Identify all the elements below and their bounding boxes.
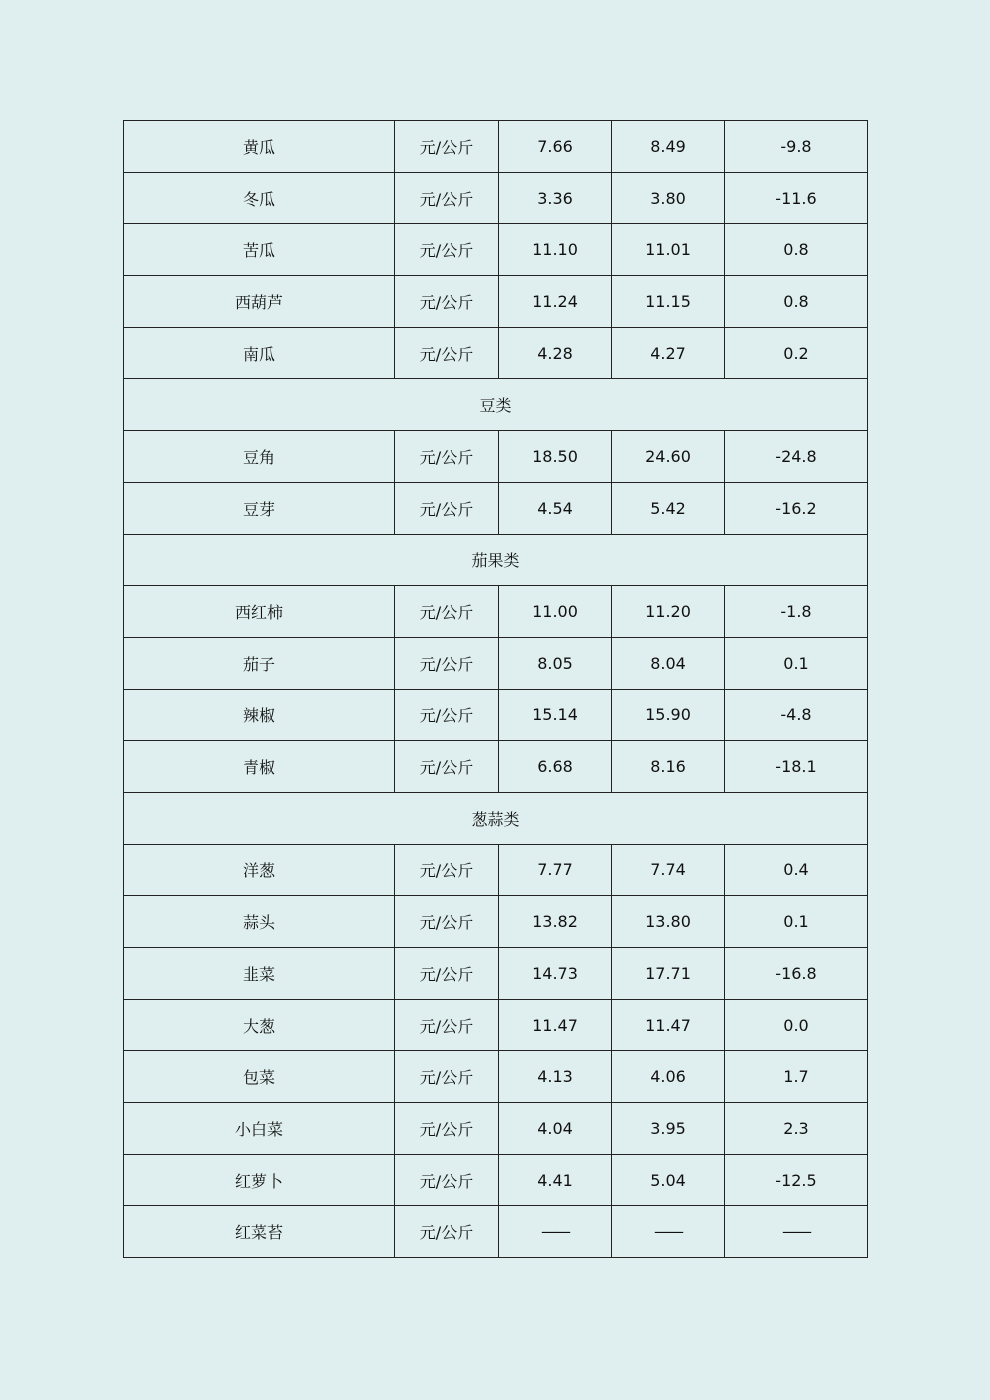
table-row <box>124 637 868 689</box>
previous-price: 17.71 <box>612 948 725 1000</box>
change-percent: 2.3 <box>725 1103 868 1155</box>
unit-cell: 元/公斤 <box>395 1051 499 1103</box>
table-row <box>124 1103 868 1155</box>
item-name: 韭菜 <box>124 948 395 1000</box>
unit-cell: 元/公斤 <box>395 431 499 483</box>
item-name: 黄瓜 <box>124 121 395 173</box>
change-percent: -4.8 <box>725 689 868 741</box>
change-percent: -24.8 <box>725 431 868 483</box>
current-price: 4.28 <box>499 327 612 379</box>
unit-cell: 元/公斤 <box>395 276 499 328</box>
category-label: 豆类 <box>124 379 868 431</box>
current-price: 18.50 <box>499 431 612 483</box>
item-name: 小白菜 <box>124 1103 395 1155</box>
table-row <box>124 586 868 638</box>
item-name: 蒜头 <box>124 896 395 948</box>
previous-price: 3.80 <box>612 172 725 224</box>
change-percent: 0.1 <box>725 896 868 948</box>
unit-cell: 元/公斤 <box>395 896 499 948</box>
unit-cell: 元/公斤 <box>395 121 499 173</box>
table-row <box>124 276 868 328</box>
previous-price: 5.42 <box>612 482 725 534</box>
item-name: 辣椒 <box>124 689 395 741</box>
previous-price: 24.60 <box>612 431 725 483</box>
table-row <box>124 482 868 534</box>
category-label: 茄果类 <box>124 534 868 586</box>
table-row <box>124 1206 868 1258</box>
unit-cell: 元/公斤 <box>395 999 499 1051</box>
item-name: 西葫芦 <box>124 276 395 328</box>
item-name: 豆角 <box>124 431 395 483</box>
previous-price: 11.01 <box>612 224 725 276</box>
unit-cell: 元/公斤 <box>395 224 499 276</box>
current-price: 11.24 <box>499 276 612 328</box>
change-percent: 0.2 <box>725 327 868 379</box>
item-name: 豆芽 <box>124 482 395 534</box>
previous-price: 13.80 <box>612 896 725 948</box>
current-price: 8.05 <box>499 637 612 689</box>
change-percent: -12.5 <box>725 1154 868 1206</box>
table-row <box>124 224 868 276</box>
current-price: 4.41 <box>499 1154 612 1206</box>
item-name: 西红柿 <box>124 586 395 638</box>
category-row <box>124 534 868 586</box>
item-name: 大葱 <box>124 999 395 1051</box>
current-price: 4.54 <box>499 482 612 534</box>
table-row <box>124 844 868 896</box>
current-price: 14.73 <box>499 948 612 1000</box>
category-label: 葱蒜类 <box>124 792 868 844</box>
unit-cell: 元/公斤 <box>395 1206 499 1258</box>
table-row <box>124 1051 868 1103</box>
change-percent: 0.8 <box>725 276 868 328</box>
item-name: 冬瓜 <box>124 172 395 224</box>
current-price: 4.13 <box>499 1051 612 1103</box>
category-row <box>124 792 868 844</box>
change-percent: 0.8 <box>725 224 868 276</box>
change-percent: -1.8 <box>725 586 868 638</box>
unit-cell: 元/公斤 <box>395 172 499 224</box>
previous-price: 4.06 <box>612 1051 725 1103</box>
previous-price: 8.49 <box>612 121 725 173</box>
previous-price: 3.95 <box>612 1103 725 1155</box>
item-name: 洋葱 <box>124 844 395 896</box>
current-price: 4.04 <box>499 1103 612 1155</box>
current-price: —— <box>499 1206 612 1258</box>
previous-price: 11.20 <box>612 586 725 638</box>
unit-cell: 元/公斤 <box>395 1154 499 1206</box>
current-price: 3.36 <box>499 172 612 224</box>
change-percent: 0.0 <box>725 999 868 1051</box>
current-price: 7.66 <box>499 121 612 173</box>
previous-price: 11.15 <box>612 276 725 328</box>
current-price: 15.14 <box>499 689 612 741</box>
current-price: 13.82 <box>499 896 612 948</box>
unit-cell: 元/公斤 <box>395 689 499 741</box>
current-price: 6.68 <box>499 741 612 793</box>
item-name: 苦瓜 <box>124 224 395 276</box>
change-percent: 0.1 <box>725 637 868 689</box>
table-row <box>124 999 868 1051</box>
table-row <box>124 1154 868 1206</box>
previous-price: 7.74 <box>612 844 725 896</box>
change-percent: -16.8 <box>725 948 868 1000</box>
change-percent: -11.6 <box>725 172 868 224</box>
table-row <box>124 948 868 1000</box>
item-name: 红萝卜 <box>124 1154 395 1206</box>
change-percent: -9.8 <box>725 121 868 173</box>
item-name: 青椒 <box>124 741 395 793</box>
change-percent: —— <box>725 1206 868 1258</box>
current-price: 11.47 <box>499 999 612 1051</box>
current-price: 7.77 <box>499 844 612 896</box>
previous-price: —— <box>612 1206 725 1258</box>
item-name: 茄子 <box>124 637 395 689</box>
previous-price: 8.16 <box>612 741 725 793</box>
previous-price: 4.27 <box>612 327 725 379</box>
change-percent: -18.1 <box>725 741 868 793</box>
change-percent: 0.4 <box>725 844 868 896</box>
previous-price: 8.04 <box>612 637 725 689</box>
previous-price: 5.04 <box>612 1154 725 1206</box>
table-row <box>124 327 868 379</box>
table-row <box>124 431 868 483</box>
table-row <box>124 896 868 948</box>
item-name: 红菜苔 <box>124 1206 395 1258</box>
previous-price: 15.90 <box>612 689 725 741</box>
unit-cell: 元/公斤 <box>395 1103 499 1155</box>
change-percent: 1.7 <box>725 1051 868 1103</box>
table-row <box>124 689 868 741</box>
item-name: 包菜 <box>124 1051 395 1103</box>
unit-cell: 元/公斤 <box>395 637 499 689</box>
change-percent: -16.2 <box>725 482 868 534</box>
unit-cell: 元/公斤 <box>395 586 499 638</box>
item-name: 南瓜 <box>124 327 395 379</box>
table-row <box>124 172 868 224</box>
unit-cell: 元/公斤 <box>395 948 499 1000</box>
current-price: 11.00 <box>499 586 612 638</box>
previous-price: 11.47 <box>612 999 725 1051</box>
unit-cell: 元/公斤 <box>395 741 499 793</box>
price-table <box>123 120 868 1258</box>
table-row <box>124 741 868 793</box>
unit-cell: 元/公斤 <box>395 327 499 379</box>
unit-cell: 元/公斤 <box>395 844 499 896</box>
table-row <box>124 121 868 173</box>
current-price: 11.10 <box>499 224 612 276</box>
unit-cell: 元/公斤 <box>395 482 499 534</box>
table-body <box>124 121 868 1258</box>
category-row <box>124 379 868 431</box>
